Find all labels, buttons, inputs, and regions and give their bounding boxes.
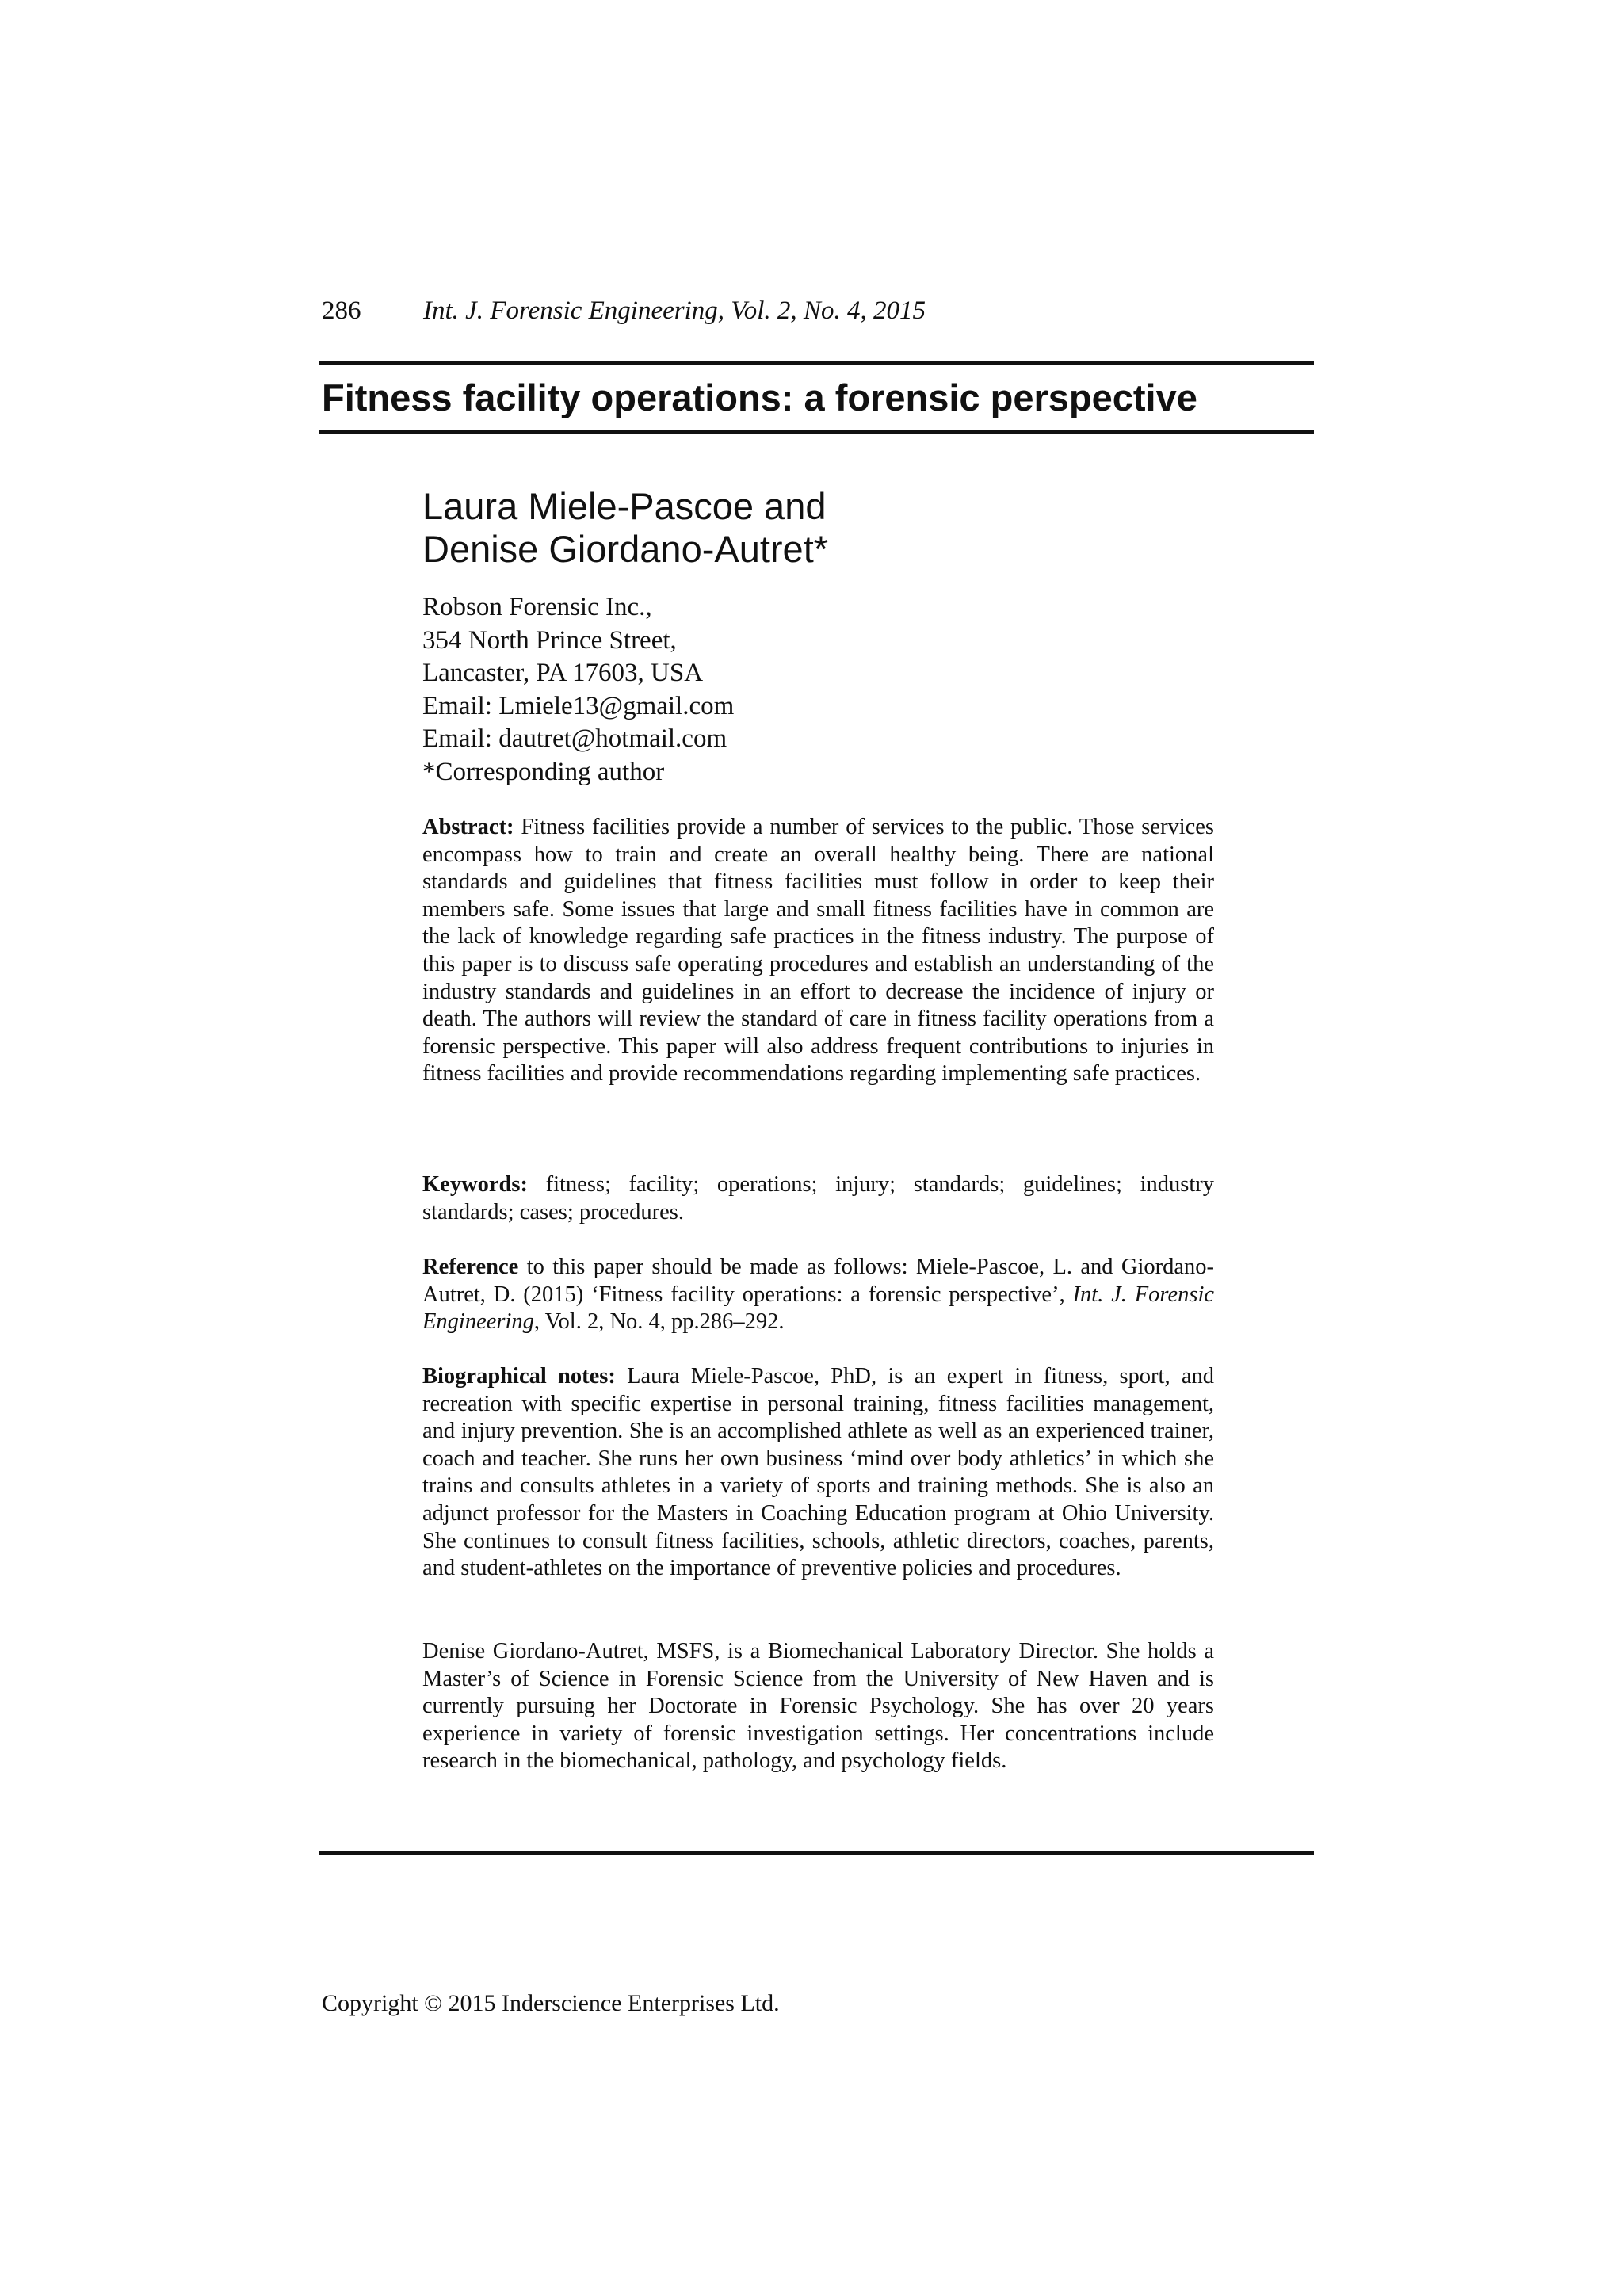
bio-label: Biographical notes: (422, 1364, 616, 1389)
abstract-text: Fitness facilities provide a number of services to the public. Those services encompass how to train and create an overall healthy being. There are national standards and guidelines that fitness facilities must follow in order to keep their members safe. Some issues that large and small fitness facilities have in common are the lack of knowledge regarding safe practices in the fitness industry. The purpose of this paper is to discuss safe operating procedures and establish an understanding of the industry standards and guidelines in an effort to decrease the incidence of injury or death. The authors will review the standard of care in fitness facility operations from a forensic perspective. This paper will also address frequent contributions to injuries in fitness facilities and provide recommendations regarding implementing safe practices. (422, 815, 1215, 1087)
author-line-2: Denise Giordano-Autret* (422, 528, 829, 570)
title-top-rule (319, 361, 1314, 365)
copyright-notice: Copyright © 2015 Inderscience Enterprises Ltd. (322, 1990, 780, 2016)
author-line-1: Laura Miele-Pascoe and (422, 485, 827, 527)
corresponding-author-note: *Corresponding author (422, 757, 665, 786)
abstract-label: Abstract: (422, 815, 514, 839)
reference-journal: Int. J. Forensic Engineering (422, 1282, 1215, 1335)
affiliation-street: 354 North Prince Street, (422, 625, 677, 655)
reference-volume: , Vol. 2, No. 4, pp.286–292. (533, 1309, 785, 1335)
affiliation-email-1: Email: Lmiele13@gmail.com (422, 691, 735, 720)
affiliation-institution: Robson Forensic Inc., (422, 593, 652, 621)
reference-text: to this paper should be made as follows: Miele-Pascoe, L. and Giordano-Autret, D. (2015) ‘Fitness facility operations: a forensic perspective’, (422, 1255, 1215, 1307)
author-names (422, 485, 828, 571)
journal-citation: Int. J. Forensic Engineering, Vol. 2, No. 4, 2015 (423, 296, 926, 325)
abstract-paragraph (422, 814, 1214, 1088)
running-header (322, 295, 926, 327)
affiliation-email-2: Email: dautret@hotmail.com (422, 724, 727, 753)
front-matter-bottom-rule (319, 1851, 1314, 1855)
paper-title: Fitness facility operations: a forensic perspective (322, 376, 1197, 418)
bio-text-1: Laura Miele-Pascoe, PhD, is an expert in fitness, sport, and recreation with specific expertise in personal training, fitness facilities management, and injury prevention. She is an accomplished athlete as well as an experienced trainer, coach and teacher. She runs her own business ‘mind over body athletics’ in which she trains and consults athletes in a variety of sports and training methods. She is also an adjunct professor for the Masters in Coaching Education program at Ohio University. She continues to consult fitness facilities, schools, athletic directors, coaches, parents, and student-athletes on the importance of preventive policies and procedures. (422, 1364, 1214, 1581)
affiliation-city: Lancaster, PA 17603, USA (422, 659, 704, 687)
page-number: 286 (322, 296, 361, 325)
title-bottom-rule (319, 430, 1314, 434)
reference-label: Reference (422, 1255, 519, 1279)
keywords-label: Keywords: (422, 1172, 528, 1197)
bio-paragraph-2: Denise Giordano-Autret, MSFS, is a Biomechanical Laboratory Director. She holds a Master’s of Science in Forensic Science from the University of New Haven and is currently pursuing her Doctorate in Forensic Psychology. She has over 20 years experience in variety of forensic investigation settings. Her concentrations include research in the biomechanical, pathology, and psychology fields. (422, 1639, 1214, 1774)
bio-paragraph-1 (422, 1363, 1214, 1583)
reference-paragraph (422, 1254, 1214, 1336)
affiliation-block (422, 591, 734, 789)
keywords-text: fitness; facility; operations; injury; standards; guidelines; industry standards; cases; procedures. (422, 1172, 1214, 1224)
keywords-paragraph (422, 1171, 1214, 1226)
